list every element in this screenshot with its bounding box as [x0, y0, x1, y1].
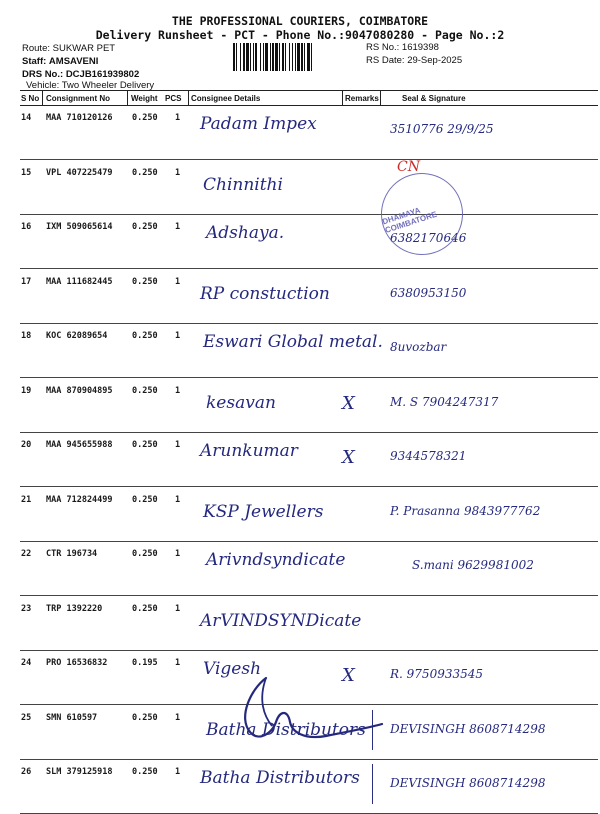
row-pcs: 1	[175, 658, 181, 668]
row-weight: 0.250	[132, 767, 158, 777]
staff-label: Staff:	[22, 56, 47, 67]
row-consignee: RP constuction	[200, 283, 330, 304]
row-weight: 0.195	[132, 658, 158, 668]
row-signature: R. 9750933545	[390, 667, 484, 681]
handwritten-signature	[228, 670, 388, 750]
header-top-rule	[20, 90, 598, 91]
barcode	[233, 43, 359, 71]
drs-value: DCJB161939802	[65, 69, 140, 80]
row-weight: 0.250	[132, 167, 158, 178]
row-sno: 18	[21, 331, 32, 341]
row-pcs: 1	[175, 167, 181, 178]
row-sno: 21	[21, 494, 32, 505]
row-weight: 0.250	[132, 549, 158, 559]
row-sno: 23	[21, 603, 32, 614]
row-signature: 3510776 29/9/25	[390, 122, 494, 136]
row-consignee: Arunkumar	[200, 441, 298, 461]
row-remark: X	[342, 447, 355, 468]
row-sno: 15	[21, 167, 32, 178]
row-weight: 0.250	[132, 494, 158, 505]
barcode-bar	[311, 43, 312, 71]
ink-bracket	[372, 764, 378, 804]
row-weight: 0.250	[132, 385, 158, 396]
row-signature: 9344578321	[390, 449, 467, 463]
row-remark: X	[342, 392, 355, 414]
row-weight: 0.250	[132, 113, 158, 123]
barcode-bar	[265, 43, 268, 71]
table-row	[20, 161, 598, 215]
row-consignment-no: MAA 712824499	[46, 494, 113, 505]
table-row	[20, 379, 598, 433]
row-sno: 20	[21, 440, 32, 450]
company-stamp: DHAMAYA COIMBATORE	[370, 162, 473, 265]
row-consignment-no: KOC 62089654	[46, 331, 108, 341]
row-signature: M. S 7904247317	[390, 394, 499, 409]
row-consignee: Eswari Global metal.	[203, 332, 383, 352]
staff-value: AMSAVENI	[48, 56, 99, 67]
barcode-bar	[243, 43, 245, 71]
row-consignment-no: MAA 870904895	[46, 385, 113, 396]
row-signature: 6382170646	[390, 231, 467, 245]
row-sno: 25	[21, 712, 32, 723]
row-pcs: 1	[175, 276, 181, 287]
table-row	[20, 106, 598, 160]
col-consignment: Consignment No	[46, 94, 110, 103]
row-consignee: Arivndsyndicate	[206, 550, 346, 570]
row-weight: 0.250	[132, 222, 158, 232]
row-consignee: Adshaya.	[206, 223, 285, 243]
barcode-bar	[253, 43, 254, 71]
row-pcs: 1	[175, 385, 181, 396]
barcode-bar	[297, 43, 300, 71]
rs-date-label: RS Date:	[366, 55, 405, 66]
row-pcs: 1	[175, 603, 181, 614]
row-consignment-no: IXM 509065614	[46, 222, 113, 232]
row-weight: 0.250	[132, 603, 158, 614]
header-divider	[380, 90, 381, 106]
col-sno: S No	[21, 94, 40, 103]
row-remark: X	[342, 665, 355, 686]
row-signature: DEVISINGH 8608714298	[390, 721, 546, 736]
table-row	[20, 270, 598, 324]
barcode-bar	[233, 43, 235, 71]
row-sno: 24	[21, 658, 32, 668]
runsheet-subtitle: Delivery Runsheet - PCT - Phone No.:9047080280 - Page No.:2	[95, 28, 505, 42]
rs-date-value: 29-Sep-2025	[407, 55, 463, 66]
route-line	[22, 43, 115, 54]
row-sno: 22	[21, 549, 32, 559]
row-consignment-no: MAA 710120126	[46, 113, 113, 123]
route-value: SUKWAR PET	[52, 43, 116, 54]
table-row	[20, 488, 598, 542]
header-divider	[188, 90, 189, 106]
row-sno: 17	[21, 276, 32, 287]
barcode-bar	[250, 43, 251, 71]
barcode-bar	[307, 43, 310, 71]
col-seal: Seal & Signature	[402, 94, 466, 103]
row-weight: 0.250	[132, 440, 158, 450]
row-sno: 14	[21, 113, 32, 123]
row-sno: 16	[21, 222, 32, 232]
row-consignee: Padam Impex	[200, 114, 317, 134]
company-title: THE PROFESSIONAL COURIERS, COIMBATORE	[171, 14, 429, 28]
row-consignee: Chinnithi	[203, 174, 283, 195]
row-consignment-no: CTR 196734	[46, 549, 98, 559]
row-consignee: KSP Jewellers	[203, 501, 324, 522]
row-consignee: Batha Distributors	[200, 768, 360, 788]
drs-label: DRS No.:	[22, 69, 64, 80]
rs-date-line	[366, 55, 462, 66]
row-pcs: 1	[175, 113, 181, 123]
barcode-bar	[260, 43, 261, 71]
barcode-bar	[292, 43, 293, 71]
table-row	[20, 760, 598, 814]
row-pcs: 1	[175, 767, 181, 777]
row-signature: P. Prasanna 9843977762	[390, 503, 541, 518]
barcode-bar	[275, 43, 278, 71]
barcode-bar	[295, 43, 296, 71]
barcode-bar	[255, 43, 257, 71]
table-row	[20, 597, 598, 651]
row-weight: 0.250	[132, 331, 158, 341]
barcode-bar	[240, 43, 241, 71]
row-pcs: 1	[175, 494, 181, 505]
row-consignment-no: SLM 379125918	[46, 767, 113, 777]
row-sno: 26	[21, 767, 32, 777]
row-pcs: 1	[175, 549, 181, 559]
barcode-bar	[301, 43, 303, 71]
row-signature: 8uvozbar	[390, 340, 447, 354]
row-weight: 0.250	[132, 712, 158, 723]
row-consignment-no: SMN 610597	[46, 712, 98, 723]
rs-no-line	[366, 42, 439, 53]
row-sno: 19	[21, 385, 32, 396]
barcode-bar	[304, 43, 305, 71]
row-pcs: 1	[175, 712, 181, 723]
header-divider	[127, 90, 128, 106]
vehicle-value: Two Wheeler Delivery	[61, 80, 155, 91]
drs-line	[22, 69, 139, 80]
row-weight: 0.250	[132, 276, 158, 287]
row-consignment-no: VPL 407225479	[46, 167, 113, 178]
row-consignment-no: MAA 111682445	[46, 276, 113, 287]
barcode-bar	[279, 43, 280, 71]
rs-no-label: RS No.:	[366, 42, 400, 53]
row-consignee: Batha Distributors	[206, 719, 366, 740]
route-label: Route:	[22, 43, 50, 54]
barcode-bar	[285, 43, 286, 71]
barcode-bar	[272, 43, 274, 71]
table-row	[20, 324, 598, 378]
cn-mark: CN	[397, 159, 420, 175]
barcode-bar	[282, 43, 284, 71]
staff-line	[22, 56, 98, 67]
row-consignee: ArVINDSYNDicate	[200, 610, 362, 631]
row-consignee: Vigesh	[203, 659, 262, 679]
barcode-bar	[270, 43, 271, 71]
col-consignee: Consignee Details	[191, 94, 261, 103]
header-divider	[342, 90, 343, 106]
col-remarks: Remarks	[345, 94, 379, 103]
row-consignment-no: PRO 16536832	[46, 658, 108, 668]
row-signature: DEVISINGH 8608714298	[390, 776, 546, 790]
header-divider	[42, 90, 43, 106]
row-consignment-no: MAA 945655988	[46, 440, 113, 450]
table-row	[20, 433, 598, 487]
table-row	[20, 542, 598, 596]
barcode-bar	[236, 43, 237, 71]
table-row	[20, 215, 598, 269]
barcode-bar	[289, 43, 290, 71]
col-pcs: PCS	[165, 94, 182, 103]
row-pcs: 1	[175, 222, 181, 232]
col-weight: Weight	[131, 94, 158, 103]
vehicle-label: Vehicle:	[26, 80, 60, 91]
barcode-bar	[246, 43, 249, 71]
row-pcs: 1	[175, 440, 181, 450]
row-signature: S.mani 9629981002	[412, 558, 534, 572]
rs-no-value: 1619398	[401, 42, 439, 53]
row-consignment-no: TRP 1392220	[46, 603, 103, 614]
barcode-bar	[263, 43, 264, 71]
row-pcs: 1	[175, 331, 181, 341]
row-consignee: kesavan	[206, 392, 276, 413]
row-signature: 6380953150	[390, 285, 467, 300]
